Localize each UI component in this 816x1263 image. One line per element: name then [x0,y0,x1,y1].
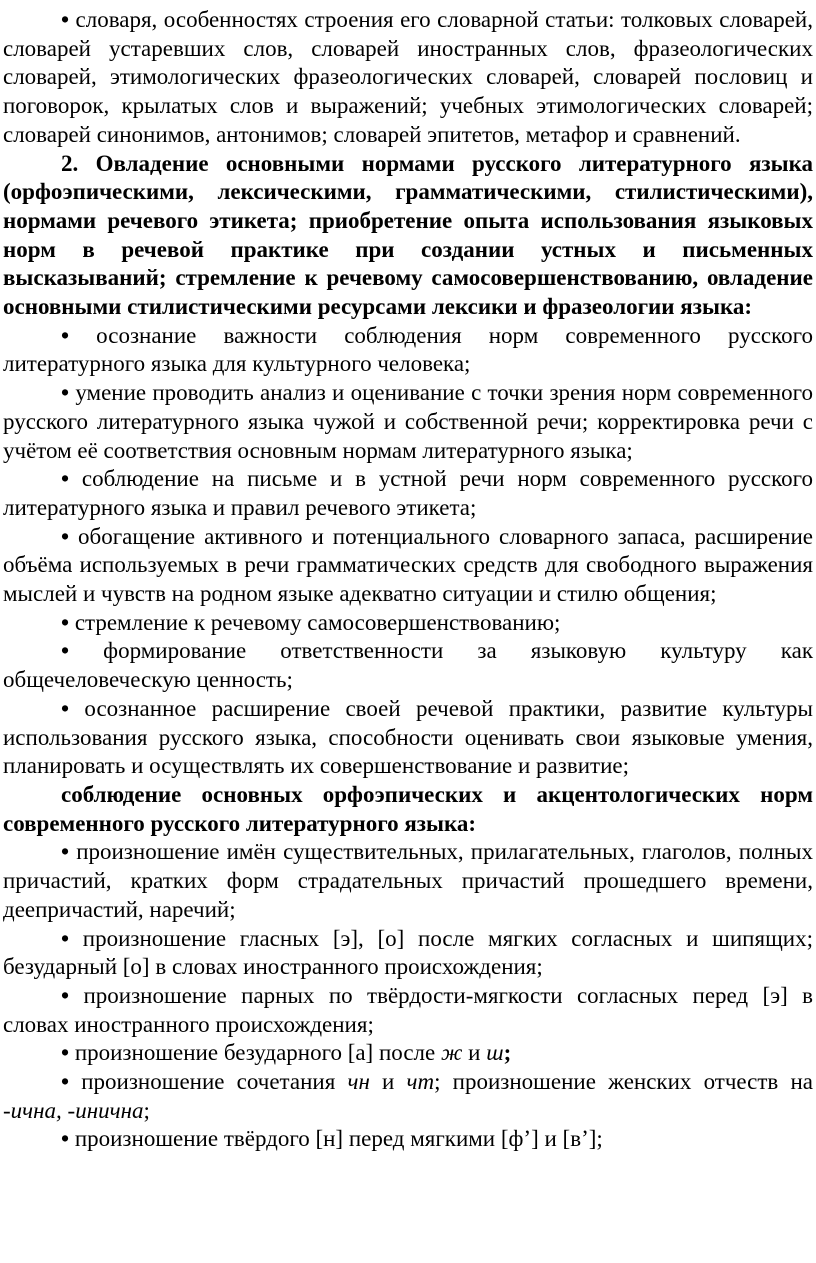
text: и [462,1040,487,1066]
text: и [369,1069,407,1095]
list-item: • обогащение активного и потенциального словарного запаса, расширение объёма используемых в речи грамматических средств для свободного выражения мыслей и чувств на родном языке адекватно ситуации и стилю общения; [3,523,813,609]
list-item: • умение проводить анализ и оценивание с точки зрения норм современного русского литературного языка чужой и собственной речи; корректировка речи с учётом её соответствия основным нормам литературного языка; [3,379,813,465]
bullet-list [3,322,813,781]
text: произношение безударного [а] после [74,1040,441,1066]
list-item-chn [3,1068,813,1125]
subheading: соблюдение основных орфоэпических и акцентологических норм современного русского литературного языка: [3,781,813,836]
text: произношение сочетания [81,1069,348,1095]
text: ; произношение женских отчеств на [434,1069,813,1095]
lead-bullet: • словаря, особенностях строения его словарной статьи: толковых словарей, словарей устаревших слов, словарей иностранных слов, фразеологических словарей, этимологических фразеологических словарей, словарей пословиц и поговорок, крылатых слов и выражений; учебных этимологических словарей; словарей синонимов, антонимов; словарей эпитетов, метафор и сравнений. [3,6,813,150]
list-item: • произношение парных по твёрдости-мягкости согласных перед [э] в словах иностранного происхождения; [3,982,813,1039]
suffixes: -ична, -инична [3,1097,144,1123]
list-item: • произношение твёрдого [н] перед мягкими [ф’] и [в’]; [3,1125,813,1154]
section-heading: 2. Овладение основными нормами русского литературного языка (орфоэпическими, лексическими, грамматическими, стилистическими), нормами речевого этикета; приобретение опыта использования языковых норм в речевой практике при создании устных и письменных высказываний; стремление к речевому самосовершенствованию, овладение основными стилистическими ресурсами лексики и фразеологии языка: [3,150,813,320]
letter-sh: ш [486,1040,504,1066]
combo-cht: чт [406,1069,435,1095]
combo-chn: чн [347,1069,370,1095]
list-item: • произношение гласных [э], [о] после мягких согласных и шипящих; безударный [о] в словах иностранного происхождения; [3,925,813,982]
list-item: • произношение имён существительных, прилагательных, глаголов, полных причастий, кратких форм страдательных причастий прошедшего времени, деепричастий, наречий; [3,838,813,924]
list-item-unstressed-a [3,1039,813,1068]
text: ; [503,1040,512,1066]
text: ; [143,1097,150,1123]
pronunciation-list [3,838,813,1154]
list-item: • осознание важности соблюдения норм современного русского литературного языка для культурного человека; [3,322,813,379]
letter-zh: ж [441,1040,463,1066]
list-item: • стремление к речевому самосовершенствованию; [3,609,813,638]
list-item: • формирование ответственности за языковую культуру как общечеловеческую ценность; [3,637,813,694]
list-item: • осознанное расширение своей речевой практики, развитие культуры использования русского языка, способности оценивать свои языковые умения, планировать и осуществлять их совершенствование и развитие; [3,695,813,781]
list-item: • соблюдение на письме и в устной речи норм современного русского литературного языка и правил речевого этикета; [3,465,813,522]
